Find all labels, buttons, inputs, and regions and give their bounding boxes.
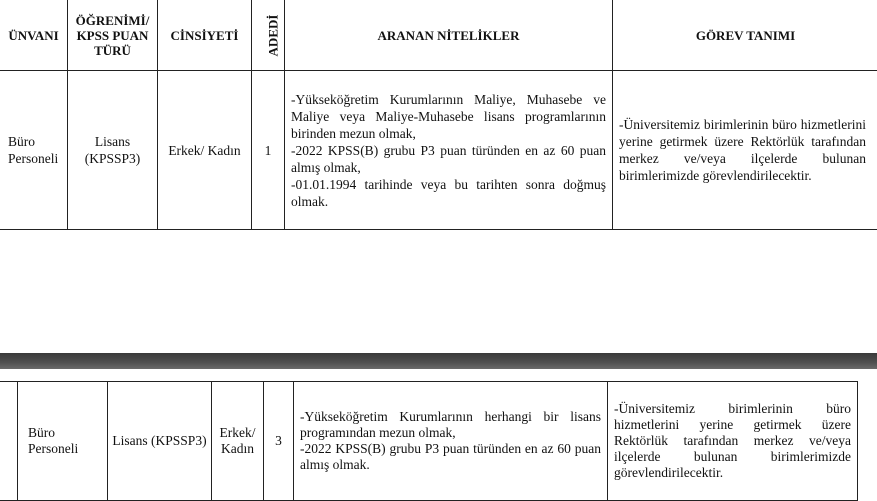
cell-ogrenimi: Lisans (KPSSP3): [108, 382, 212, 501]
cell-unvani: Büro Personeli: [0, 71, 68, 230]
cell-gorev: -Üniversitemiz birimlerinin büro hizmetlerini yerine getirmek üzere Rektörlük tarafından merkez ve/veya ilçelerde bulunan birimlerimizde görevlendirilecektir.: [608, 382, 858, 501]
cell-ogrenimi: Lisans (KPSSP3): [68, 71, 158, 230]
page-separator-bar: [0, 353, 877, 369]
nitelik-line: -Yükseköğretim Kurumlarının herhangi bir lisans programından mezun olmak,: [300, 409, 601, 440]
cell-adedi: 1: [252, 71, 285, 230]
header-row: [0, 0, 877, 71]
header-adedi: ADEDİ: [265, 14, 281, 56]
cell-nitelikler: [285, 71, 613, 230]
cell-adedi: 3: [264, 382, 294, 501]
cell-nitelikler: [294, 382, 608, 501]
header-unvani: ÜNVANI: [0, 0, 68, 71]
table-row: [0, 382, 858, 501]
staff-table-top: [0, 0, 877, 230]
header-aranan: ARANAN NİTELİKLER: [285, 0, 613, 71]
nitelik-line: -2022 KPSS(B) grubu P3 puan türünden en az 60 puan almış olmak,: [291, 142, 606, 175]
header-adedi-cell: [252, 0, 285, 71]
cell-blank: [0, 382, 18, 501]
staff-table-bottom: [0, 381, 858, 501]
cell-gorev: -Üniversitemiz birimlerinin büro hizmetlerini yerine getirmek üzere Rektörlük tarafından merkez ve/veya ilçelerde bulunan birimlerimizde görevlendirilecektir.: [613, 71, 877, 230]
header-cinsiyeti: CİNSİYETİ: [158, 0, 252, 71]
header-ogrenimi: ÖĞRENİMİ/ KPSS PUAN TÜRÜ: [68, 0, 158, 71]
nitelik-line: -Yükseköğretim Kurumlarının Maliye, Muhasebe ve Maliye veya Maliye-Muhasebe lisans programlarının birinden mezun olmak,: [291, 91, 606, 141]
cell-cinsiyeti: Erkek/ Kadın: [212, 382, 264, 501]
header-gorev: GÖREV TANIMI: [613, 0, 877, 71]
nitelik-line: -01.01.1994 tarihinde veya bu tarihten sonra doğmuş olmak.: [291, 176, 606, 209]
cell-cinsiyeti: Erkek/ Kadın: [158, 71, 252, 230]
nitelik-line: -2022 KPSS(B) grubu P3 puan türünden en az 60 puan almış olmak.: [300, 441, 601, 472]
table-row: [0, 71, 877, 230]
cell-unvani: Büro Personeli: [18, 382, 108, 501]
